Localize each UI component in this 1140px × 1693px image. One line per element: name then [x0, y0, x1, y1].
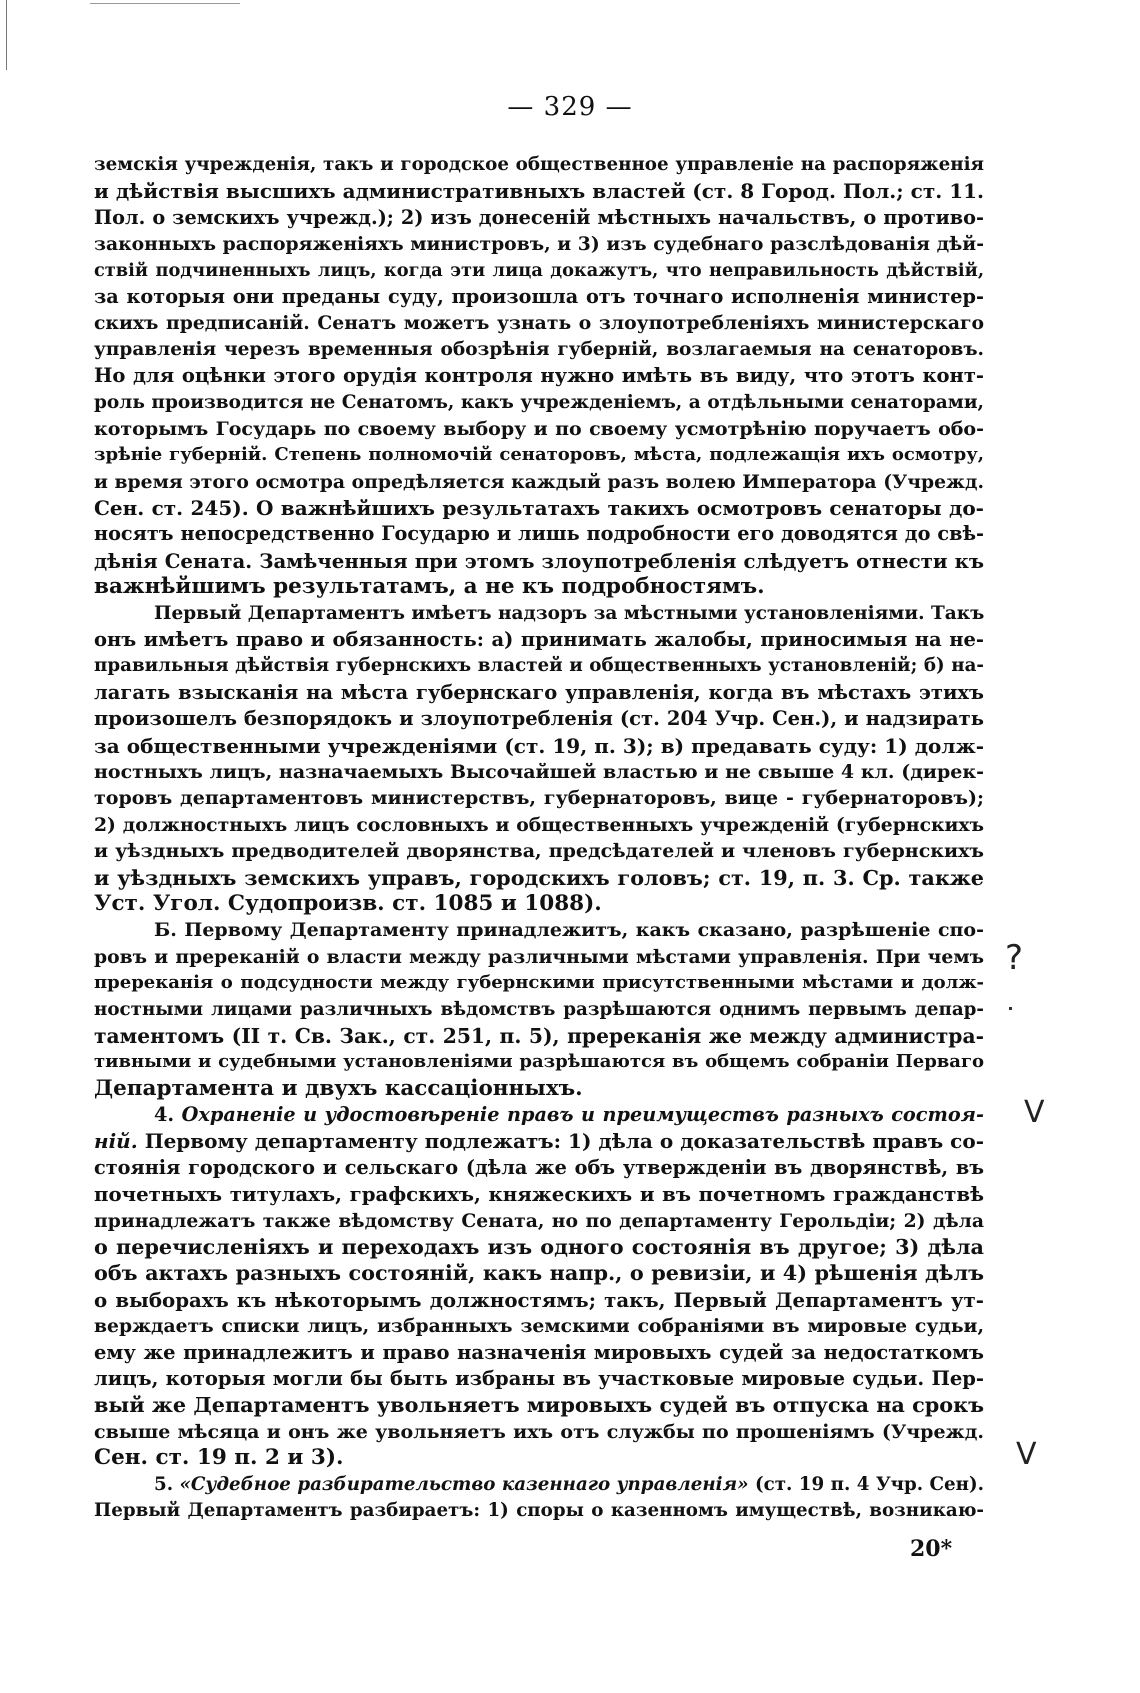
line-text: законныхъ распоряженіяхъ министровъ, и 3) изъ судебнаго разслѣдованія дѣй- — [94, 233, 984, 256]
text-line — [94, 812, 984, 838]
text-line — [94, 997, 984, 1023]
line-prefix: 4. — [154, 1103, 182, 1127]
line-text: Первому департаменту подлежатъ: 1) дѣла о доказательствѣ правъ со- — [137, 1129, 984, 1154]
text-line — [94, 917, 984, 943]
printer-signature: 20* — [910, 1536, 953, 1562]
text-line — [94, 759, 984, 785]
line-prefix: 5. — [154, 1473, 180, 1495]
text-line — [94, 680, 984, 706]
text-line — [94, 1076, 984, 1102]
text-line — [94, 1260, 984, 1286]
text-line — [94, 1234, 984, 1260]
body-text — [94, 152, 984, 1524]
line-text: зрѣніе губерній. Степень полномочій сенаторовъ, мѣста, подлежащія ихъ осмотру, — [94, 444, 984, 466]
line-text: произошелъ безпорядокъ и злоупотребленія (ст. 204 Учр. Сен.), и надзирать — [94, 707, 984, 731]
line-text: ствій подчиненныхъ лицъ, когда эти лица докажутъ, что неправильность дѣйствій, — [94, 259, 984, 281]
line-text: за общественными учрежденіями (ст. 19, п. 3); в) предавать суду: 1) долж- — [94, 733, 984, 758]
line-text: носятъ непосредственно Государю и лишь подробности его доводятся до свѣ- — [94, 522, 984, 546]
text-line — [94, 970, 984, 996]
text-line — [94, 944, 984, 970]
line-text: свыше мѣсяца и онъ же увольняетъ ихъ отъ службы по прошеніямъ (Учрежд. — [94, 1420, 984, 1443]
line-text: Департамента и двухъ кассаціонныхъ. — [94, 1075, 583, 1101]
text-line — [94, 284, 984, 310]
text-line — [94, 1181, 984, 1207]
line-text: Первый Департаментъ имѣетъ надзоръ за мѣстными установленіями. Такъ — [154, 602, 985, 624]
text-line — [94, 1340, 984, 1366]
text-line — [94, 416, 984, 442]
italic-heading: ній. — [94, 1129, 138, 1154]
text-line — [94, 1049, 984, 1075]
line-text: онъ имѣетъ право и обязанность: а) принимать жалобы, приносимыя на не- — [94, 628, 984, 652]
line-text: Первый Департаментъ разбираетъ: 1) споры о казенномъ имуществѣ, возникаю- — [94, 1499, 984, 1521]
text-line — [94, 733, 984, 759]
text-line — [94, 363, 984, 389]
margin-dot — [1009, 1007, 1012, 1010]
italic-heading: «Судебное разбирательство казеннаго управленія» — [179, 1473, 749, 1495]
line-text: и уѣздныхъ земскихъ управъ, городскихъ головъ; ст. 19, п. 3. Ср. также — [94, 865, 984, 890]
line-text: земскія учрежденія, такъ и городское общественное управленіе на распоряженія — [94, 154, 984, 175]
margin-check-mark: V — [1024, 1095, 1045, 1130]
text-line — [94, 627, 984, 653]
line-text: ровъ и пререканій о власти между различными мѣстами управленія. При чемъ — [94, 945, 984, 968]
text-line — [94, 1392, 984, 1418]
text-line — [94, 1498, 984, 1524]
text-line — [94, 653, 984, 679]
text-line — [94, 574, 984, 600]
text-line — [94, 1102, 984, 1128]
text-line — [94, 1313, 984, 1339]
margin-question-mark: ? — [1005, 938, 1024, 978]
text-line — [94, 548, 984, 574]
line-text: и уѣздныхъ предводителей дворянства, предсѣдателей и членовъ губернскихъ — [94, 840, 984, 863]
text-line — [94, 178, 984, 204]
text-line — [94, 1472, 984, 1498]
line-text: правильныя дѣйствія губернскихъ властей и общественныхъ установленій; б) на- — [94, 655, 984, 677]
italic-heading: Охраненіе и удостовѣреніе правъ и преимуществъ разныхъ состоя- — [181, 1103, 984, 1127]
line-text: ностныхъ лицъ, назначаемыхъ Высочайшей властью и не свыше 4 кл. (дирек- — [94, 760, 984, 783]
line-text: Сен. ст. 19 п. 2 и 3). — [94, 1445, 344, 1471]
line-text: Сен. ст. 245). О важнѣйшихъ результатахъ такихъ осмотровъ сенаторы до- — [94, 496, 984, 521]
line-text: управленія черезъ временныя обозрѣнія губерній, возлагаемыя на сенаторовъ. — [94, 338, 984, 360]
line-text: Но для оцѣнки этого орудія контроля нужно имѣть въ виду, что этотъ конт- — [94, 364, 984, 388]
margin-check-mark-2: V — [1016, 1437, 1037, 1472]
line-text: за которыя они преданы суду, произошла отъ точнаго исполненія министер- — [94, 284, 984, 308]
text-line — [94, 838, 984, 864]
text-line — [94, 891, 984, 917]
line-text: о выборахъ къ нѣкоторымъ должностямъ; такъ, Первый Департаментъ ут- — [94, 1287, 984, 1312]
scan-edge-top — [90, 3, 240, 4]
line-text: принадлежатъ также вѣдомству Сената, но по департаменту Герольдіи; 2) дѣла — [94, 1209, 984, 1232]
line-text: тивными и судебными установленіями разрѣшаются въ общемъ собраніи Перваго — [94, 1051, 984, 1073]
text-line — [94, 310, 984, 336]
line-text: Пол. о земскихъ учрежд.); 2) изъ донесеній мѣстныхъ начальствъ, о противо- — [94, 205, 984, 229]
line-text: Уст. Угол. Судопроизв. ст. 1085 и 1088). — [94, 890, 602, 916]
line-text: о перечисленіяхъ и переходахъ изъ одного состоянія въ другое; 3) дѣла — [94, 1235, 984, 1260]
line-text: ему же принадлежитъ и право назначенія мировыхъ судей за недостаткомъ — [94, 1340, 984, 1364]
text-line — [94, 152, 984, 178]
text-line — [94, 521, 984, 547]
text-line — [94, 1366, 984, 1392]
line-text: лицъ, которыя могли бы быть избраны въ участковые мировые судьи. Пер- — [94, 1366, 984, 1390]
text-line — [94, 258, 984, 284]
text-line — [94, 469, 984, 495]
text-line — [94, 865, 984, 891]
line-text: роль производится не Сенатомъ, какъ учрежденіемъ, а отдѣльными сенаторами, — [94, 391, 984, 413]
line-text: вый же Департаментъ увольняетъ мировыхъ судей въ отпуска на срокъ — [94, 1393, 984, 1418]
line-text: и дѣйствія высшихъ административныхъ властей (ст. 8 Город. Пол.; ст. 11. — [94, 179, 984, 204]
line-text: которымъ Государь по своему выбору и по своему усмотрѣнію поручаетъ обо- — [94, 417, 984, 440]
line-text: почетныхъ титулахъ, графскихъ, княжескихъ и въ почетномъ гражданствѣ — [94, 1182, 984, 1207]
line-text: (ст. 19 п. 4 Учр. Сен). — [748, 1473, 985, 1495]
text-line — [94, 601, 984, 627]
line-text: верждаетъ списки лицъ, избранныхъ земскими собраніями въ мировые судьи, — [94, 1315, 984, 1338]
text-line — [94, 1287, 984, 1313]
line-text: объ актахъ разныхъ состояній, какъ напр., о ревизіи, и 4) рѣшенія дѣлъ — [94, 1261, 984, 1286]
text-line — [94, 442, 984, 468]
line-text: ностными лицами различныхъ вѣдомствъ разрѣшаются однимъ первымъ депар- — [94, 998, 984, 1020]
scan-edge-left — [6, 0, 7, 70]
line-text: скихъ предписаній. Сенатъ можетъ узнать о злоупотребленіяхъ министерскаго — [94, 312, 984, 335]
text-line — [94, 231, 984, 257]
line-text: 2) должностныхъ лицъ сословныхъ и общественныхъ учрежденій (губернскихъ — [94, 813, 984, 836]
text-line — [94, 337, 984, 363]
text-line — [94, 495, 984, 521]
text-line — [94, 1445, 984, 1471]
line-text: пререканія о подсудности между губернскими присутственными мѣстами и долж- — [94, 972, 984, 994]
line-text: Б. Первому Департаменту принадлежитъ, какъ сказано, разрѣшеніе спо- — [154, 919, 984, 942]
line-text: важнѣйшимъ результатамъ, а не къ подробностямъ. — [94, 574, 765, 600]
text-line — [94, 1155, 984, 1181]
text-line — [94, 706, 984, 732]
text-line — [94, 390, 984, 416]
line-text: дѣнія Сената. Замѣченныя при этомъ злоупотребленія слѣдуетъ отнести къ — [94, 548, 984, 573]
line-text: таментомъ (II т. Св. Зак., ст. 251, п. 5), пререканія же между администра- — [94, 1023, 984, 1048]
page-number: — 329 — — [507, 92, 633, 122]
line-text: торовъ департаментовъ министерствъ, губернаторовъ, вице - губернаторовъ); — [94, 787, 984, 810]
text-line — [94, 1419, 984, 1445]
text-line — [94, 1208, 984, 1234]
line-text: и время этого осмотра опредѣляется каждый разъ волею Императора (Учрежд. — [94, 470, 984, 493]
text-line — [94, 1023, 984, 1049]
text-line — [94, 205, 984, 231]
text-line — [94, 1128, 984, 1154]
line-text: стоянія городского и сельскаго (дѣла же объ утвержденіи въ дворянствѣ, въ — [94, 1155, 984, 1179]
line-text: лагать взысканія на мѣста губернскаго управленія, когда въ мѣстахъ этихъ — [94, 680, 984, 704]
text-line — [94, 785, 984, 811]
